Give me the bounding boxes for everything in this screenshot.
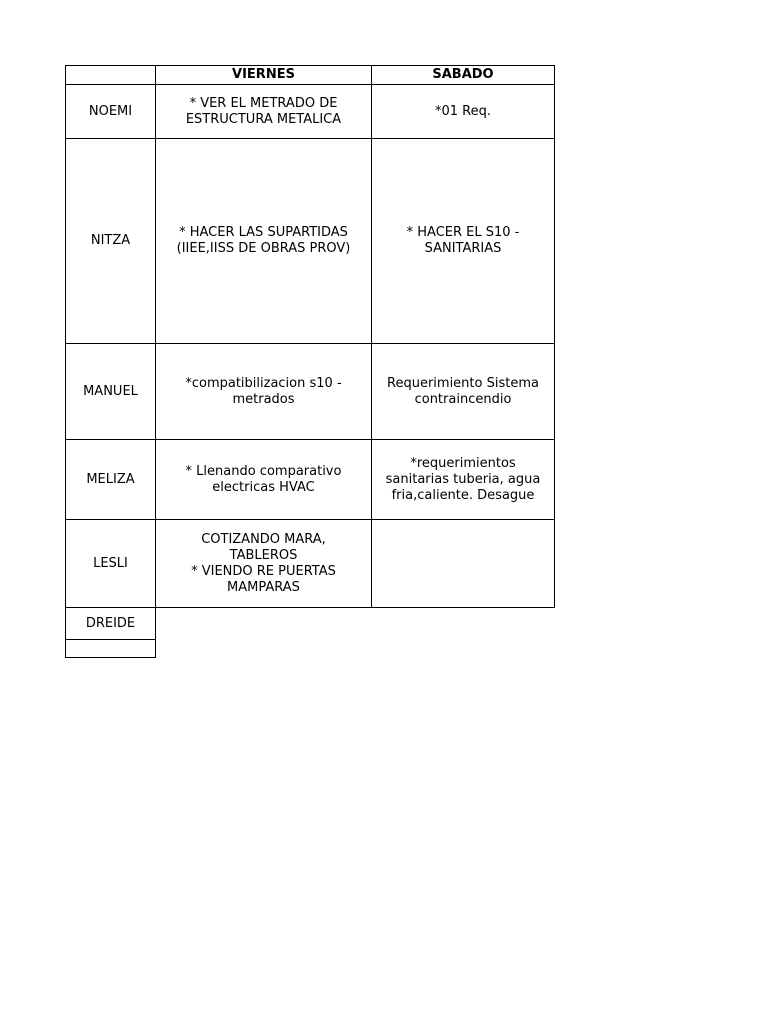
viernes-cell: * Llenando comparativo electricas HVAC [156, 440, 372, 520]
table-row [66, 640, 555, 658]
name-cell: NOEMI [66, 85, 156, 139]
table-row [66, 520, 555, 608]
name-cell: MANUEL [66, 344, 156, 440]
viernes-cell: * HACER LAS SUPARTIDAS (IIEE,IISS DE OBRAS PROV) [156, 139, 372, 344]
empty-space [372, 608, 555, 640]
header-sabado: SABADO [372, 66, 555, 85]
table-row [66, 344, 555, 440]
sabado-cell [372, 520, 555, 608]
name-cell: DREIDE [66, 608, 156, 640]
header-row [66, 66, 555, 85]
viernes-cell: COTIZANDO MARA, TABLEROS * VIENDO RE PUERTAS MAMPARAS [156, 520, 372, 608]
sabado-cell: *01 Req. [372, 85, 555, 139]
name-cell: NITZA [66, 139, 156, 344]
name-cell: LESLI [66, 520, 156, 608]
table-row [66, 608, 555, 640]
viernes-cell: * VER EL METRADO DE ESTRUCTURA METALICA [156, 85, 372, 139]
name-cell [66, 640, 156, 658]
sabado-cell: Requerimiento Sistema contraincendio [372, 344, 555, 440]
header-viernes: VIERNES [156, 66, 372, 85]
table-row [66, 440, 555, 520]
empty-space [372, 640, 555, 658]
empty-space [156, 640, 372, 658]
sabado-cell: *requerimientos sanitarias tuberia, agua fria,caliente. Desague [372, 440, 555, 520]
header-corner-cell [66, 66, 156, 85]
table-row [66, 139, 555, 344]
name-cell: MELIZA [66, 440, 156, 520]
empty-space [156, 608, 372, 640]
sabado-cell: * HACER EL S10 - SANITARIAS [372, 139, 555, 344]
schedule-table [65, 65, 555, 658]
viernes-cell: *compatibilizacion s10 - metrados [156, 344, 372, 440]
table-row [66, 85, 555, 139]
